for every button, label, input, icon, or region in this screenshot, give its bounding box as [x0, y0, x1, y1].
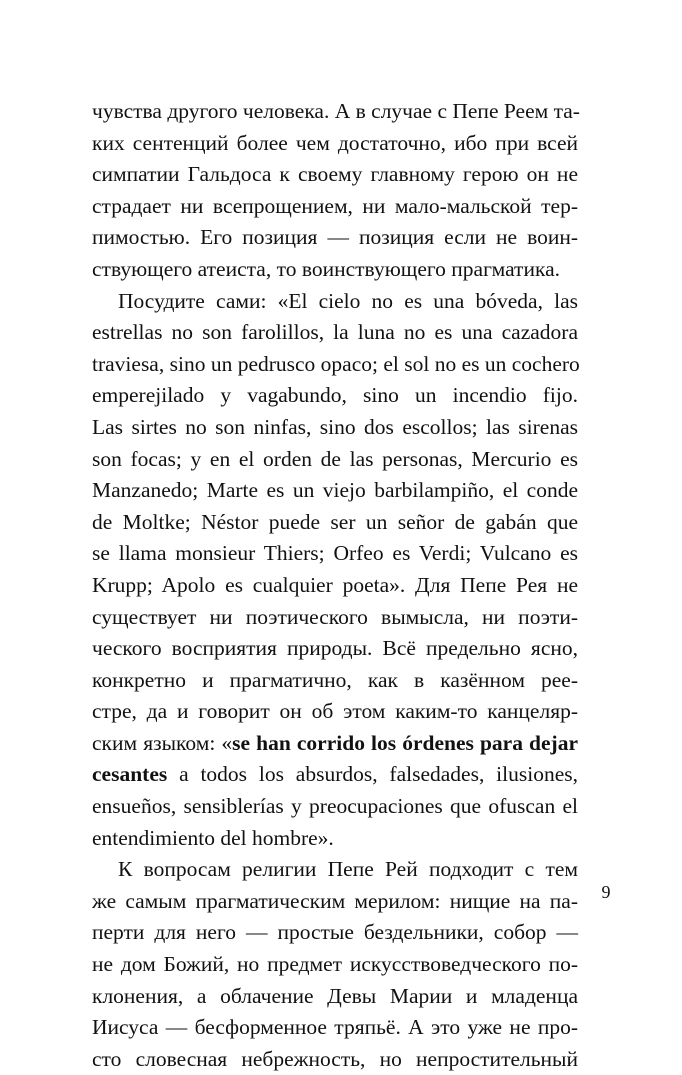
text-line: traviesa, sino un pedrusco opaco; el sol no es un cochero	[92, 351, 580, 376]
text-line: К вопросам религии Пепе Рей подходит с тем	[118, 857, 578, 882]
text-run: a todos los absurdos, falsedades, ilusiones,	[167, 762, 578, 787]
text-line: se llama monsieur Thiers; Orfeo es Verdi; Vulcano es	[92, 541, 578, 566]
bold-text-run: se han corrido los órdenes para dejar	[232, 730, 579, 755]
text-line: estrellas no son farolillos, la luna no es una cazadora	[92, 320, 578, 345]
body-text	[92, 96, 578, 1075]
text-line: страдает ни всепрощением, ни мало-мальской тер-	[92, 193, 578, 218]
text-line: entendimiento del hombre».	[92, 825, 334, 850]
text-line: стре, да и говорит он об этом каким-то канцеляр-	[92, 699, 578, 724]
text-line: сто словесная небрежность, но непростительный	[92, 1046, 578, 1071]
bold-text-run: cesantes	[92, 762, 168, 787]
text-line: ких сентенций более чем достаточно, ибо при всей	[92, 130, 578, 155]
text-line: пимостью. Его позиция — позиция если не воин-	[92, 225, 578, 250]
text-line: Иисуса — бесформенное тряпьё. А это уже не про-	[92, 1015, 578, 1040]
text-line: конкретно и прагматично, как в казённом рее-	[92, 667, 578, 692]
text-line-with-bold	[92, 728, 578, 760]
text-line: чувства другого человека. А в случае с Пепе Реем та-	[92, 99, 580, 123]
text-line: перти для него — простые бездельники, собор —	[92, 920, 578, 945]
text-line-with-bold	[92, 759, 578, 791]
text-line: Las sirtes no son ninfas, sino dos escollos; las sirenas	[92, 414, 578, 439]
text-line: son focas; y en el orden de las personas, Mercurio es	[92, 446, 578, 471]
text-line: Посудите сами: «El cielo no es una bóveda, las	[118, 288, 578, 313]
text-line: ческого восприятия природы. Всё предельно ясно,	[92, 636, 578, 661]
text-line: же самым прагматическим мерилом: нищие на па-	[92, 888, 578, 913]
text-line: Krupp; Apolo es cualquier poeta». Для Пепе Рея не	[92, 572, 578, 597]
text-line: существует ни поэтического вымысла, ни поэти-	[92, 604, 578, 629]
text-line: симпатии Гальдоса к своему главному герою он не	[92, 162, 578, 187]
text-line: не дом Божий, но предмет искусствоведческого по-	[92, 952, 578, 977]
text-line: Manzanedo; Marte es un viejo barbilampiño, el conde	[92, 478, 578, 503]
text-line: клонения, а облачение Девы Марии и младенца	[92, 983, 578, 1008]
text-line: emperejilado y vagabundo, sino un incendio fijo.	[92, 383, 578, 408]
text-line: de Moltke; Néstor puede ser un señor de gabán que	[92, 509, 578, 534]
text-line: ensueños, sensiblerías y preocupaciones que ofuscan el	[92, 794, 578, 819]
text-run: ским языком: «	[92, 730, 233, 755]
page-number: 9	[601, 882, 611, 902]
text-line: ствующего атеиста, то воинствующего прагматика.	[92, 256, 560, 281]
